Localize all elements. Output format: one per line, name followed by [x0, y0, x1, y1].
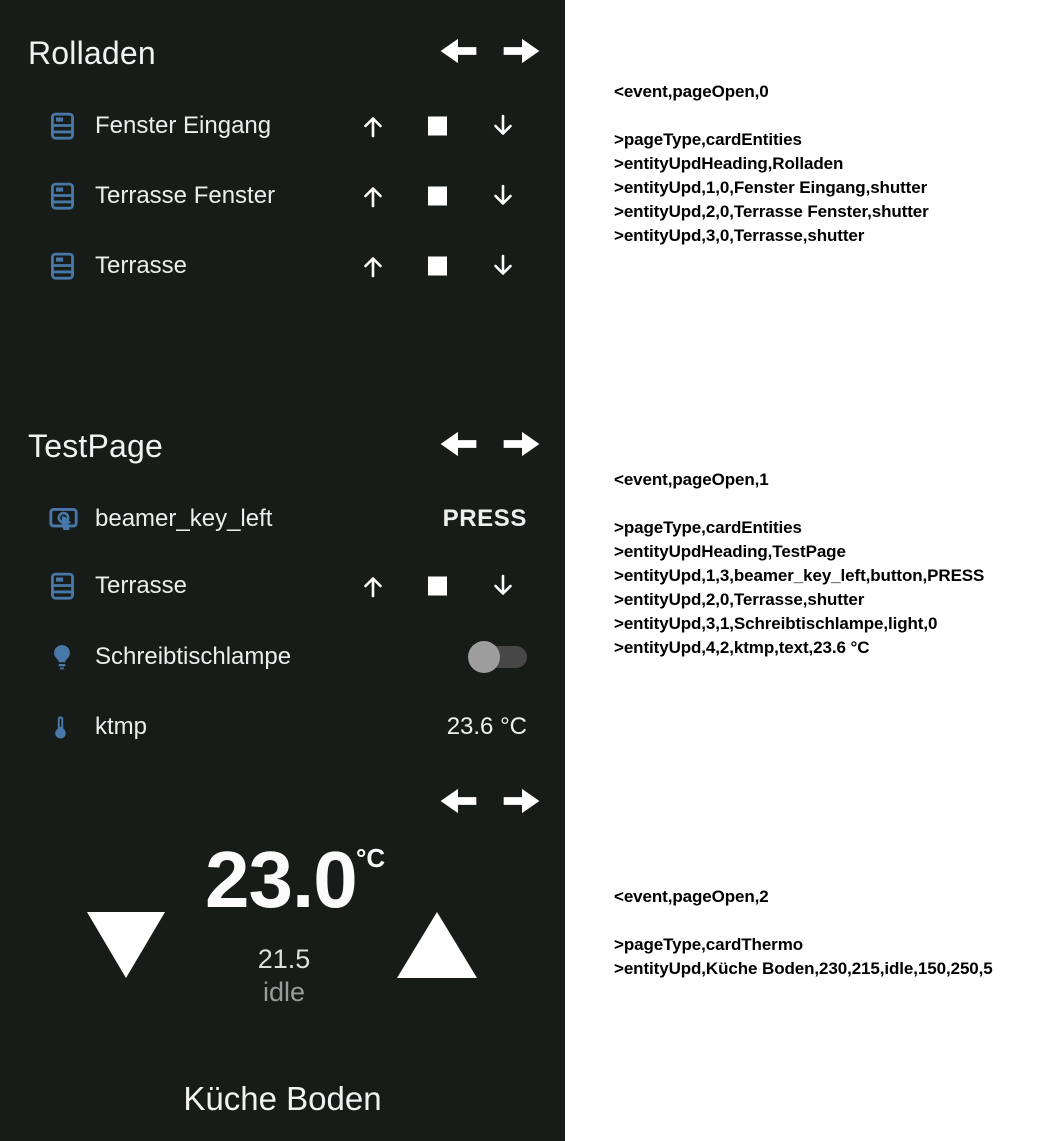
- protocol-line: >entityUpd,2,0,Terrasse,shutter: [614, 590, 865, 609]
- protocol-line: >entityUpdHeading,TestPage: [614, 542, 846, 561]
- entity-row: [0, 494, 565, 544]
- toggle-knob: [468, 641, 500, 673]
- protocol-line: >pageType,cardEntities: [614, 518, 802, 537]
- protocol-line: >entityUpd,1,0,Fenster Eingang,shutter: [614, 178, 928, 197]
- protocol-line: >entityUpd,2,0,Terrasse Fenster,shutter: [614, 202, 929, 221]
- entity-row: [0, 561, 565, 611]
- light-toggle-switch[interactable]: [470, 646, 527, 668]
- shutter-down-button[interactable]: [490, 113, 516, 139]
- shutter-stop-button[interactable]: [428, 117, 447, 136]
- protocol-block: [614, 80, 929, 248]
- temp-decrease-button[interactable]: [87, 912, 165, 978]
- temp-increase-button[interactable]: [397, 912, 477, 978]
- protocol-line: >pageType,cardEntities: [614, 130, 802, 149]
- sensor-value: 23.6 °C: [446, 713, 527, 740]
- shutter-down-button[interactable]: [490, 253, 516, 279]
- lightbulb-icon: [47, 642, 77, 673]
- shutter-icon: [47, 111, 78, 142]
- protocol-event-line: <event,pageOpen,0: [614, 82, 769, 101]
- protocol-line: >pageType,cardThermo: [614, 935, 803, 954]
- shutter-down-button[interactable]: [490, 573, 516, 599]
- protocol-line: >entityUpdHeading,Rolladen: [614, 154, 844, 173]
- protocol-event-line: <event,pageOpen,2: [614, 887, 769, 906]
- entity-label: ktmp: [95, 713, 148, 740]
- entity-label: Terrasse: [95, 572, 188, 599]
- protocol-line: >entityUpd,1,3,beamer_key_left,button,PRESS: [614, 566, 985, 585]
- press-button[interactable]: PRESS: [442, 505, 527, 532]
- shutter-down-button[interactable]: [490, 183, 516, 209]
- entity-label: Terrasse Fenster: [95, 182, 276, 209]
- nav-next-arrow-icon[interactable]: [503, 430, 541, 458]
- page-title: Rolladen: [28, 35, 156, 71]
- gesture-tap-button-icon: [47, 504, 80, 535]
- target-temperature: 21.5: [257, 944, 311, 974]
- current-temperature: 23.0: [205, 835, 357, 924]
- protocol-event-line: <event,pageOpen,1: [614, 470, 769, 489]
- protocol-line: >entityUpd,Küche Boden,230,215,idle,150,250,5: [614, 959, 993, 978]
- protocol-line: >entityUpd,3,1,Schreibtischlampe,light,0: [614, 614, 938, 633]
- temperature-unit: °C: [356, 843, 386, 873]
- entity-label: Schreibtischlampe: [95, 643, 292, 670]
- protocol-block: [614, 468, 984, 660]
- shutter-stop-button[interactable]: [428, 257, 447, 276]
- protocol-block: [614, 885, 993, 981]
- page-title: TestPage: [28, 428, 164, 464]
- protocol-line: >entityUpd,4,2,ktmp,text,23.6 °C: [614, 638, 870, 657]
- entity-label: Fenster Eingang: [95, 112, 272, 139]
- shutter-icon: [47, 571, 78, 602]
- entity-row: [0, 702, 565, 752]
- thermometer-icon: [47, 712, 74, 743]
- protocol-line: >entityUpd,3,0,Terrasse,shutter: [614, 226, 865, 245]
- shutter-icon: [47, 251, 78, 282]
- shutter-up-button[interactable]: [360, 113, 386, 139]
- entity-row: [0, 241, 565, 291]
- entity-row: [0, 171, 565, 221]
- nav-next-arrow-icon[interactable]: [503, 787, 541, 815]
- nav-prev-arrow-icon[interactable]: [439, 37, 477, 65]
- entity-row: [0, 632, 565, 682]
- entity-label: beamer_key_left: [95, 505, 273, 532]
- shutter-stop-button[interactable]: [428, 577, 447, 596]
- entity-label: Terrasse: [95, 252, 188, 279]
- shutter-up-button[interactable]: [360, 183, 386, 209]
- nav-prev-arrow-icon[interactable]: [439, 787, 477, 815]
- thermostat-name: Küche Boden: [183, 1080, 382, 1117]
- nav-prev-arrow-icon[interactable]: [439, 430, 477, 458]
- shutter-icon: [47, 181, 78, 212]
- shutter-up-button[interactable]: [360, 253, 386, 279]
- entity-row: [0, 101, 565, 151]
- nav-next-arrow-icon[interactable]: [503, 37, 541, 65]
- shutter-stop-button[interactable]: [428, 187, 447, 206]
- hvac-state: idle: [262, 977, 306, 1007]
- shutter-up-button[interactable]: [360, 573, 386, 599]
